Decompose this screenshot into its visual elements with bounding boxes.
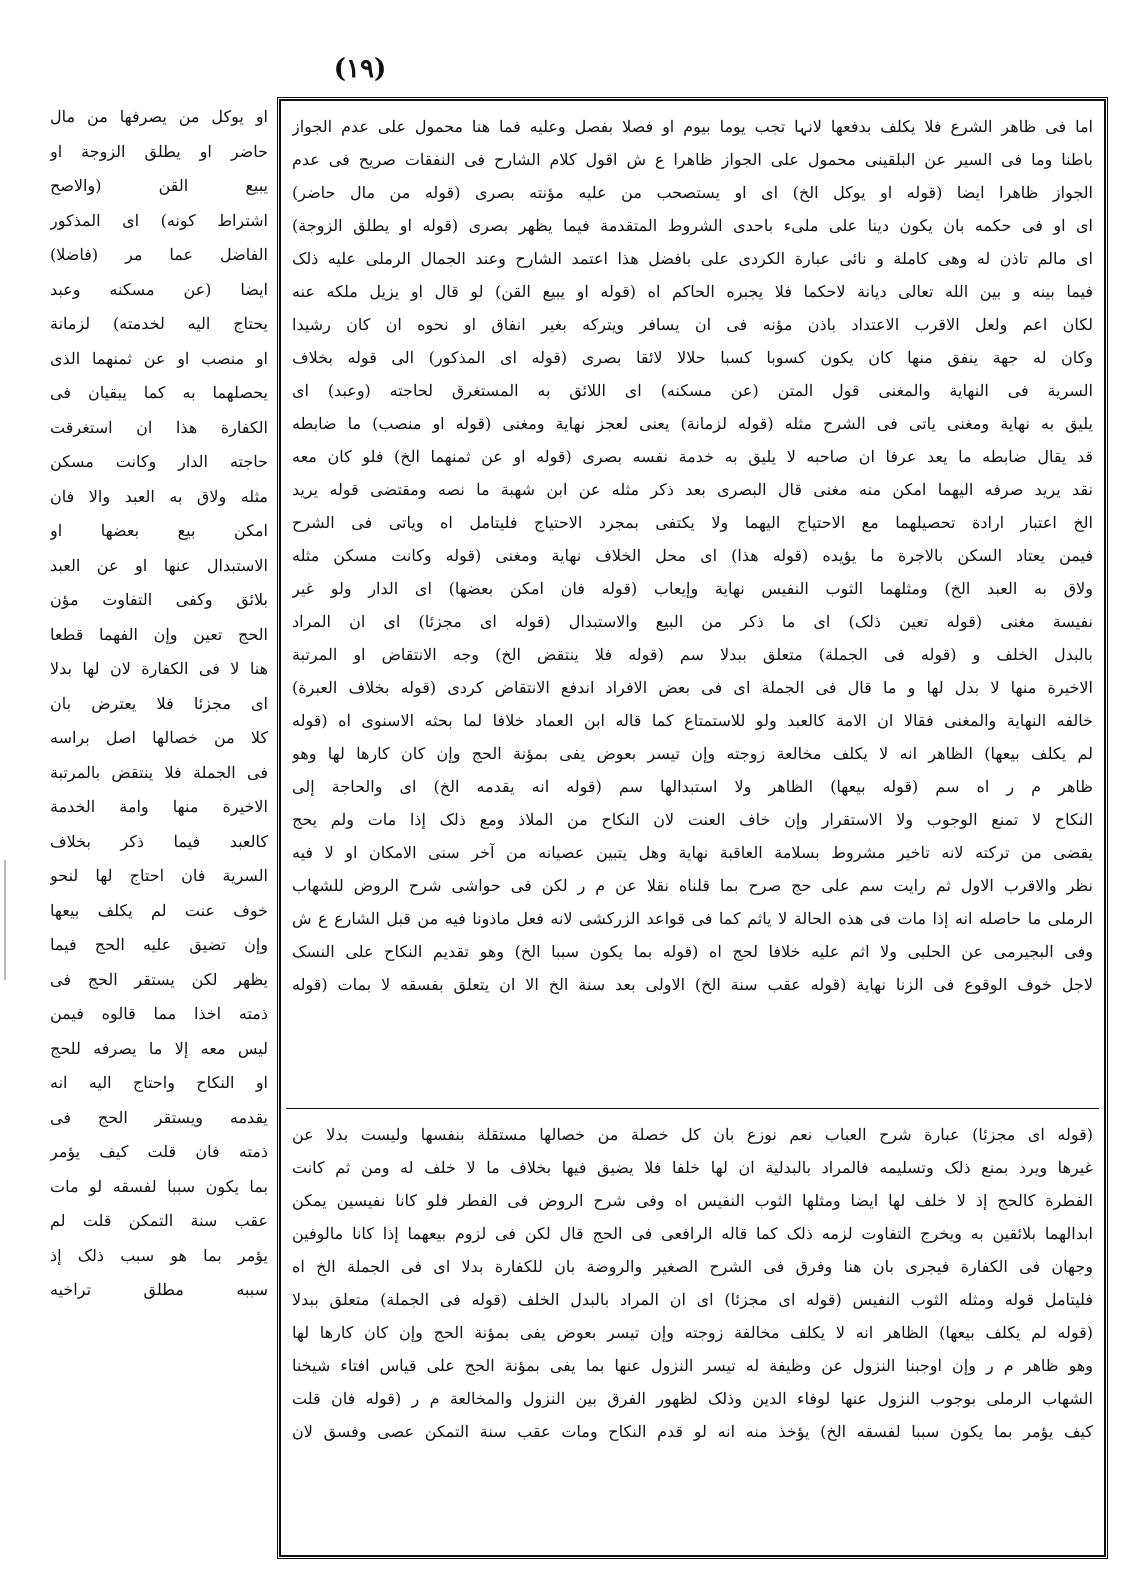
footnote-line: فلیتامل قوله ومثله الثوب النفیس (قوله ای مجزئا) ای ان المراد بالبدل الخلف (قوله فی الجملة) متعلق ببدلا xyxy=(292,1290,1093,1309)
commentary-line: لکان اعم ولعل الاقرب الاعتداد باذن مؤنه فی ان یسافر ویترکه بغیر انفاق او نحوه ان کان رشیدا xyxy=(292,315,1093,334)
margin-line: یقدمه ویستقر الحج فی xyxy=(50,1107,268,1127)
commentary-line: لاجل خوف الوقوع فی الزنا نهایة (قوله عقب سنة الخ) الاولی بعد سنة الخ الا ان یتعلق بفسقه لا بمات (قوله xyxy=(292,975,1093,994)
margin-line: مثله ولاق به العبد والا فان xyxy=(50,486,268,506)
commentary-line: باطنا وما فی السیر عن البلقینی محمول علی الجواز ظاهرا ع ش اقول کلام الشارح فی النفقات صریح فی عدم xyxy=(292,150,1093,169)
margin-line: لیس معه إلا ما یصرفه للحج xyxy=(50,1038,268,1058)
commentary-line: ظاهر م ر اه سم (قوله بیعها) الظاهر ولا استبدالها سم (قوله انه یقدمه الخ) ای والحاجة إلی xyxy=(292,777,1093,796)
margin-line: حاضر او یطلق الزوجة او xyxy=(50,141,268,161)
margin-line: سببه مطلق تراخیه xyxy=(50,1280,268,1299)
margin-line: بلائق وکفی التفاوت مؤن xyxy=(50,590,268,609)
commentary-text xyxy=(292,110,1093,1100)
commentary-line: فیمن یعتاد السکن بالاجرة ما یؤیده (قوله هذا) ای محل الخلاف نهایة ومغنی (قوله وکانت مسکن مثله xyxy=(292,546,1093,565)
commentary-line: الرملی ما حاصله انه إذا مات فی هذه الحالة لا یاثم کما فی قواعد الزرکشی لانه فعل ماذونا فیه من قبل الشارع ع ش xyxy=(292,909,1093,928)
margin-line: وإن تضیق علیه الحج فیما xyxy=(50,935,268,954)
commentary-line: ای مالم تاذن له وهی کاملة و نائی عبارة الکردی علی بافضل هذا اعتمد الشارح وعند الجمال الرملی علیه ذلک xyxy=(292,249,1093,268)
commentary-line: لم یکلف بیعها) الظاهر انه لا یکلف مخالعة زوجته وإن تیسر بعوض یفی بمؤنة الحج وإن کان کارها لها وهو xyxy=(292,744,1093,763)
margin-line: الحج تعین وإن الفهما قطعا xyxy=(50,624,268,644)
commentary-line: بالبدل الخلف و (قوله فی الجملة) متعلق ببدلا سم (قوله فلا ینتقض الخ) وجه الانتقاض او المرتبة xyxy=(292,645,1093,664)
commentary-line: نظر والاقرب الاول ثم رایت سم علی حج صرح بما قلناه نقلا عن م ر لکن فی حواشی شرح الروض للشهاب xyxy=(292,876,1093,895)
margin-line: یظهر لکن یستقر الحج فی xyxy=(50,969,268,989)
margin-line: یؤمر بما هو سبب ذلک إذ xyxy=(50,1245,268,1265)
commentary-line: الجواز ظاهرا ایضا (قوله او یوکل الخ) ای او یستصحب من علیه مؤنته بصری (قوله من مال حاضر) xyxy=(292,183,1093,202)
margin-line: السریة فان احتاج لها لنحو xyxy=(50,866,268,885)
commentary-line: نقد یرید صرفه الیهما امکن منه مغنی قال البصری بعد ذکر مثله عن ابن شهبة ما نصه ومقتضی قوله یرید xyxy=(292,480,1093,499)
commentary-line: خالفه النهایة والمغنی فقالا ان الامة کالعبد ولو للاستمتاع کما قاله ابن العماد خلافا لما بحثه الاسنوی اه (قوله xyxy=(292,711,1093,730)
margin-line: بما یکون سببا لفسقه لو مات xyxy=(50,1176,268,1196)
margin-line: ذمته اخذا مما قالوه فیمن xyxy=(50,1004,268,1023)
margin-line: الفاضل عما مر (فاضلا) xyxy=(50,245,268,264)
footnote-text xyxy=(292,1118,1093,1448)
commentary-line: ولاق به العبد الخ) ومثلهما الثوب النفیس نهایة وإیعاب (قوله فان امکن بعضها) ای الدار ولو غیر xyxy=(292,579,1093,598)
commentary-line: وفی البجیرمی عن الحلبی ولا اثم علیه خلافا لحج اه (قوله بما یکون سببا الخ) وهو تقدیم النکاح علی النسک xyxy=(292,942,1093,961)
margin-line: حاجته الدار وکانت مسکن xyxy=(50,452,268,471)
margin-line: عقب سنة التمکن قلت لم xyxy=(50,1211,268,1230)
margin-line: ایضا (عن مسکنه وعبد xyxy=(50,279,268,299)
footnote-line: (قوله لم یکلف بیعها) الظاهر انه لا یکلف مخالفة زوجته وإن تیسر بعوض یفی بمؤنة الحج وإن کان کارها لها xyxy=(292,1323,1093,1342)
footnote-line: الشهاب الرملی بوجوب النزول عنها لوفاء الدین وذلک لظهور الفرق بین النزول والمخالعة م ر (قوله فان قلت xyxy=(292,1389,1093,1408)
commentary-line: یلیق به نهایة ومغنی یاتی فی الشرح مثله (قوله لزمانة) یعنی لعجز نهایة ومغنی (قوله او منصب) ما ضابطه xyxy=(292,414,1093,433)
commentary-line: اما فی ظاهر الشرع فلا یکلف بدفعها لانہا تجب یوما بیوم او فصلا بفصل وعلیه فما هنا محمول علی عدم الجواز xyxy=(292,117,1093,136)
page-edge-mark xyxy=(4,860,6,980)
margin-line: الاستبدال عنها او عن العبد xyxy=(50,555,268,575)
margin-line: الکفارة هذا ان استغرقت xyxy=(50,417,268,437)
commentary-line: نفیسة مغنی (قوله تعین ذلک) ای ما ذکر من البیع والاستبدال (قوله ای مجزئا) ای ان المراد xyxy=(292,612,1093,631)
commentary-line: النکاح لا تمنع الوجوب ولا الاستقرار وإن خاف العنت لان النکاح من الملاذ ومع ذلک إذا مات ولم یحج xyxy=(292,810,1093,829)
margin-line: ای مجزئا فلا یعترض بان xyxy=(50,693,268,713)
margin-line: او یوکل من یصرفها من مال xyxy=(50,107,268,126)
footnote-line: (قوله ای مجزئا) عبارة شرح العباب نعم نوزع بان کل خصلة من خصالها مستقلة بنفسها ولیست بدلا عن xyxy=(292,1125,1093,1144)
commentary-line: السریة فی النهایة والمغنی قول المتن (عن مسکنه) ای اللائق به المستغرق لحاجته (وعبد) ای xyxy=(292,381,1093,400)
margin-line: هنا لا فی الکفارة لان لها بدلا xyxy=(50,659,268,678)
margin-line: یحتاج الیه لخدمته) لزمانة xyxy=(50,314,268,333)
section-divider xyxy=(286,1108,1099,1109)
margin-text-column xyxy=(50,100,268,1308)
commentary-line: وکان له جهة ینفق منها کان یکون کسوبا کسبا حلالا لائقا بصری (قوله ای المذکور) الی قوله بخلاف xyxy=(292,348,1093,367)
margin-line: فی الجملة فلا ینتقض بالمرتبة xyxy=(50,762,268,782)
main-text-frame xyxy=(277,97,1108,1559)
margin-line: کلا من خصالها اصل براسه xyxy=(50,728,268,747)
page-number: (١٩) xyxy=(333,54,387,84)
commentary-line: فیما بینه و بین الله تعالی دیانة لاحکما فلا یجبره الحاکم اه (قوله او یبیع القن) لو قال او یزیل ملکه عنه xyxy=(292,282,1093,301)
footnote-line: وهو ظاهر م ر وإن اوجبنا النزول عن وظیفة له تیسر النزول عنها بما یفی بمؤنة الحج علی قیاس افتاء شیخنا xyxy=(292,1356,1093,1375)
commentary-line: یقضی من ترکته لانه تاخیر مشروط بسلامة العاقبة نهایة وهل یتبین عصیانه من آخر سنی الامکان او لا فیه xyxy=(292,843,1093,862)
commentary-line: الاخیرة منها لا بدل لها و ما قال فی الجملة ای فی بعض الافراد اندفع الانتقاض کردی (قوله بخلاف العبرة) xyxy=(292,678,1093,697)
footnote-line: کیف یؤمر بما یکون سببا لفسقه الخ) یؤخذ منه انه لو قدم النکاح ومات عقب سنة التمکن عصی وفسق لان xyxy=(292,1422,1093,1441)
margin-line: یبیع القن (والاصح xyxy=(50,176,268,195)
margin-line: او النکاح واحتاج الیه انه xyxy=(50,1073,268,1092)
margin-line: خوف عنت لم یکلف بیعها xyxy=(50,900,268,920)
margin-line: کالعبد فیما ذکر بخلاف xyxy=(50,831,268,851)
margin-line: امکن بیع بعضها او xyxy=(50,521,268,540)
margin-line: ذمته فان قلت کیف یؤمر xyxy=(50,1142,268,1161)
footnote-line: غیرها ویرد بمنع ذلک وتسلیمه فالمراد بالبدلیة ان لها خلفا فلا یضیق فیها بخلاف ما لا خلف له ومن ثم کانت xyxy=(292,1158,1093,1177)
footnote-line: ابدالهما بلائقین به ویخرج التفاوت لزمه ذلک کما قاله الرافعی فی الحج قال لکن فی لزوم بیعهما إذا کانا مالوفین xyxy=(292,1224,1093,1243)
margin-line: الاخیرة منها وامة الخدمة xyxy=(50,797,268,816)
margin-line: اشتراط کونه) ای المذکور xyxy=(50,210,268,230)
margin-line: او منصب او عن ثمنهما الذی xyxy=(50,348,268,368)
commentary-line: الخ اعتبار ارادة تحصیلهما مع الاحتیاج الیهما ولا یکتفی بمجرد الاحتیاج فلیتامل اه ویاتی فی الشرح xyxy=(292,513,1093,532)
commentary-line: ای او فی حکمه بان یکون دینا علی ملیء باحدی الشروط المتقدمة فیما یظهر بصری (قوله او یطلق الزوجة) xyxy=(292,216,1093,235)
footnote-line: الفطرة کالحج إذ لا خلف لها ایضا ومثلها الثوب النفیس اه وفی شرح الروض فی الفطر فلو کانا نفیسین یمکن xyxy=(292,1191,1093,1210)
commentary-line: قد یقال ضابطه ما یعد عرفا ان صاحبه لا یلیق به خدمة نفسه بصری (قوله او عن ثمنهما الخ) فلو کان معه xyxy=(292,447,1093,466)
margin-line: یحصلهما به کما یبقیان فی xyxy=(50,383,268,402)
footnote-line: وجهان فی الکفارة فیجری بان هنا وفرق فی الشرح الصغیر والروضة بان للکفارة بدلا ای فی الجملة الخ اه xyxy=(292,1257,1093,1276)
